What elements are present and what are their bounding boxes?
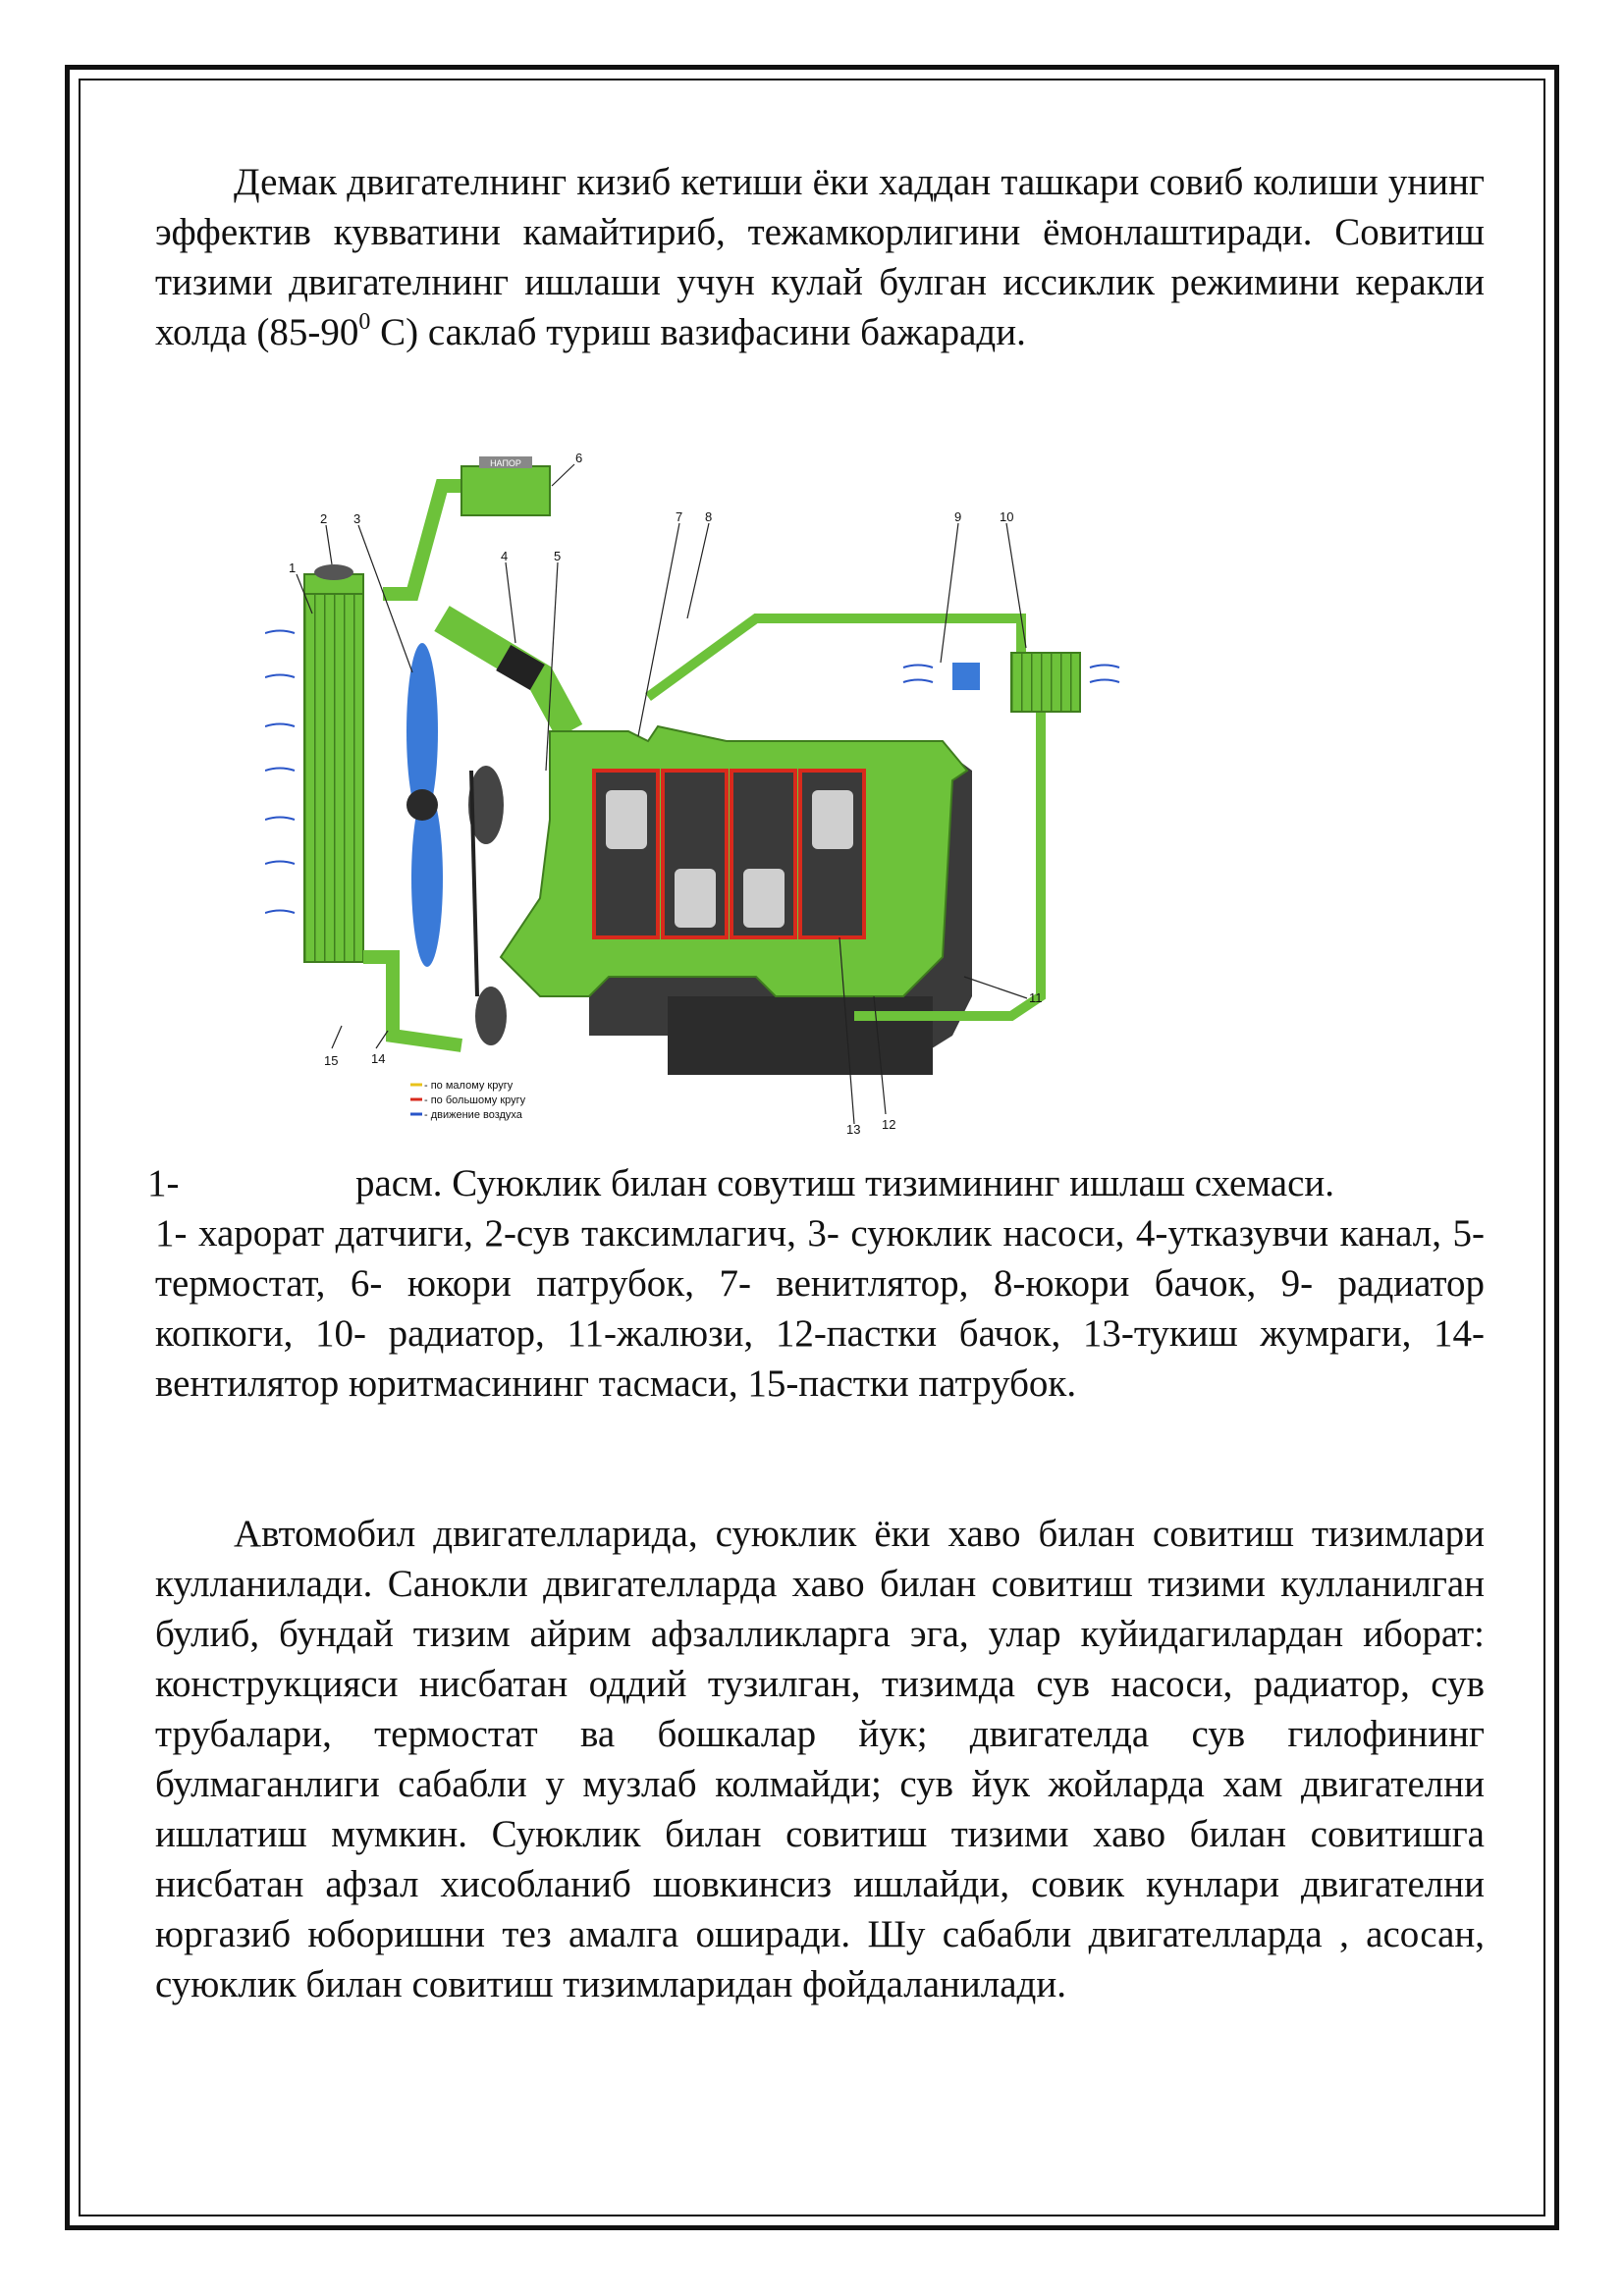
callout-2: 2: [320, 511, 328, 526]
callout-1: 1: [289, 561, 297, 575]
upper-hose: [383, 486, 461, 594]
callout-13: 13: [846, 1122, 861, 1134]
legend-air-flow: - движение воздуха: [424, 1109, 522, 1121]
callout-4: 4: [501, 549, 509, 563]
piston-3: [743, 869, 785, 928]
heater-fan: [952, 663, 980, 690]
intro-text-after: С) саклаб туриш вазифасини бажаради.: [370, 311, 1026, 353]
callout-7: 7: [676, 509, 683, 524]
cooling-system-diagram: [265, 447, 1208, 1134]
callout-6: 6: [575, 451, 583, 465]
main-paragraph: Автомобил двигателларида, суюклик ёки хаво билан совитиш тизимлари кулланилади. Санокли двигателларда хаво билан совитиш тизими кулланилган булиб, бундай тизим айрим афзалликларга эга, улар куйидагилардан иборат: конструкцияси нисбатан оддий тузилган, тизимда сув насоси, радиатор, сув трубалари, термостат ва бошкалар йук; двигателда сув гилофининг булмаганлиги сабабли у музлаб колмайди; сув йук жойларда хам двигателни ишлатиш мумкин. Суюклик билан совитиш тизими хаво билан совитишга нисбатан афзал хисобланиб шовкинсиз ишлайди, совик кунлари двигателни юргазиб юборишни тез амалга оширади. Шу сабабли двигателларда , асосан, суюклик билан совитиш тизимларидан фойдаланилади.: [155, 1513, 1485, 2005]
expansion-tank: [461, 466, 550, 515]
heater-core: [1011, 653, 1080, 712]
diagram-legend: [410, 1080, 526, 1121]
crank-pulley: [475, 987, 507, 1045]
figure-caption-legend: 1- харорат датчиги, 2-сув таксимлагич, 3- суюклик насоси, 4-утказувчи канал, 5-термостат, 6- юкори патрубок, 7- венитлятор, 8-юкори бачок, 9- радиатор копкоги, 10- радиатор, 11-жалюзи, 12-пастки бачок, 13-тукиш жумраги, 14-вентилятор юритмасининг тасмаси, 15-пастки патрубок.: [155, 1212, 1485, 1405]
tank-label: НАПОР: [490, 458, 521, 468]
piston-2: [675, 869, 716, 928]
figure-title: расм. Суюклик билан совутиш тизимининг ишлаш схемаси.: [355, 1162, 1334, 1204]
fan-hub: [406, 789, 438, 821]
oil-pan: [668, 996, 933, 1075]
piston-4: [812, 790, 853, 849]
radiator: [304, 589, 363, 962]
callout-8: 8: [705, 509, 713, 524]
legend-small-circuit: - по малому кругу: [424, 1080, 514, 1092]
figure-caption-title: [147, 1158, 1334, 1208]
callout-12: 12: [882, 1117, 896, 1132]
lower-hose: [363, 957, 461, 1045]
callout-15: 15: [324, 1053, 339, 1068]
intro-paragraph: [155, 157, 1485, 357]
callout-3: 3: [353, 511, 361, 526]
callout-14: 14: [371, 1051, 386, 1066]
radiator-cap: [314, 564, 353, 580]
piston-1: [606, 790, 647, 849]
figure-number: 1-: [147, 1162, 180, 1204]
callout-9: 9: [954, 509, 962, 524]
callout-11: 11: [1029, 990, 1043, 1005]
legend-large-circuit: - по большому кругу: [424, 1095, 526, 1106]
intro-text-before: Демак двигателнинг кизиб кетиши ёки хаддан ташкари совиб колиши унинг эффектив кувватини камайтириб, тежамкорлигини ёмонлаштиради. Совитиш тизими двигателнинг ишлаши учун кулай булган иссиклик режимини керакли холда (85-90: [155, 161, 1485, 353]
callout-10: 10: [1000, 509, 1014, 524]
degree-superscript: 0: [358, 309, 371, 335]
callout-5: 5: [554, 549, 562, 563]
